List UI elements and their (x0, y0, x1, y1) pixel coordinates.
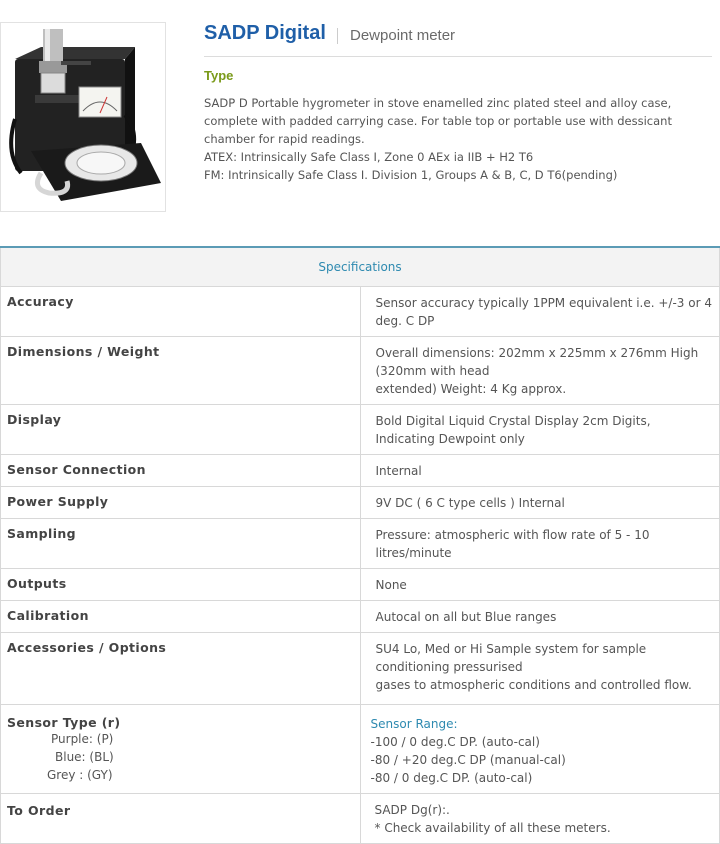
spec-label: Accuracy (1, 287, 361, 337)
sensor-range-blue: -80 / +20 deg.C DP (manual-cal) (370, 753, 566, 767)
spec-label: Accessories / Options (1, 633, 361, 705)
table-row (1, 487, 720, 519)
spec-label: Sensor Connection (1, 455, 361, 487)
table-row (1, 337, 720, 405)
spec-value-line: Overall dimensions: 202mm x 225mm x 276mm High (320mm with head (375, 346, 699, 378)
table-row (1, 455, 720, 487)
sensor-color-purple: Purple: (P) (51, 732, 114, 746)
table-row (1, 794, 720, 844)
spec-value-line: Autocal on all but Blue ranges (375, 610, 557, 624)
sensor-color-blue: Blue: (BL) (55, 750, 114, 764)
table-row (1, 519, 720, 569)
spec-value (360, 455, 720, 487)
sensor-range-purple: -100 / 0 deg.C DP. (auto-cal) (370, 735, 540, 749)
sensor-range-cell (360, 705, 720, 794)
spec-value-line: Sensor accuracy typically 1PPM equivalent i.e. +/-3 or 4 deg. C DP (375, 296, 712, 328)
sensor-range-grey: -80 / 0 deg.C DP. (auto-cal) (370, 771, 533, 785)
spec-value (360, 601, 720, 633)
sensor-type-label-cell (1, 705, 361, 794)
atex-line: ATEX: Intrinsically Safe Class I, Zone 0 AEx ia IIB + H2 T6 (204, 150, 534, 164)
spec-value-line: Pressure: atmospheric with flow rate of 5 - 10 litres/minute (375, 528, 650, 560)
spec-value (360, 569, 720, 601)
spec-label: Calibration (1, 601, 361, 633)
spec-label: Outputs (1, 569, 361, 601)
table-row (1, 405, 720, 455)
product-photo (0, 22, 166, 212)
specifications-table (0, 246, 720, 844)
order-note: * Check availability of all these meters. (374, 821, 611, 835)
spec-label: Sampling (1, 519, 361, 569)
spec-value (360, 287, 720, 337)
sensor-color-grey: Grey : (GY) (47, 768, 113, 782)
product-subtitle: Dewpoint meter (350, 27, 456, 44)
type-heading: Type (204, 68, 234, 83)
spec-value (360, 519, 720, 569)
spec-value (360, 405, 720, 455)
to-order-cell (360, 794, 720, 844)
fm-line: FM: Intrinsically Safe Class I. Division 1, Groups A & B, C, D T6(pending) (204, 168, 618, 182)
table-row (1, 287, 720, 337)
spec-label: Power Supply (1, 487, 361, 519)
product-description (204, 94, 704, 184)
sensor-type-sublabels (7, 730, 354, 784)
description-paragraph: SADP D Portable hygrometer in stove enamelled zinc plated steel and alloy case, complete with padded carrying case. For table top or portable use with dessicant chamber for rapid readings. (204, 96, 672, 146)
order-code: SADP Dg(r):. (374, 803, 450, 817)
spec-value-line: gases to atmospheric conditions and controlled flow. (375, 678, 692, 692)
product-title: SADP Digital (204, 22, 326, 44)
table-row (1, 601, 720, 633)
table-row (1, 569, 720, 601)
spec-value (360, 633, 720, 705)
spec-value (360, 337, 720, 405)
sensor-range-title: Sensor Range: (370, 717, 458, 731)
spec-label: Display (1, 405, 361, 455)
spec-value-line: None (375, 578, 407, 592)
specifications-header: Specifications (1, 247, 720, 287)
spec-value-line: Internal (375, 464, 422, 478)
spec-value-line: extended) Weight: 4 Kg approx. (375, 382, 567, 396)
title-divider (337, 28, 338, 44)
spec-value (360, 487, 720, 519)
spec-label: Dimensions / Weight (1, 337, 361, 405)
spec-value-line: Bold Digital Liquid Crystal Display 2cm Digits, Indicating Dewpoint only (375, 414, 651, 446)
spec-label: To Order (1, 794, 361, 844)
spec-value-line: 9V DC ( 6 C type cells ) Internal (375, 496, 565, 510)
spec-value-line: SU4 Lo, Med or Hi Sample system for sample conditioning pressurised (375, 642, 647, 674)
table-row (1, 705, 720, 794)
spec-label: Sensor Type (r) (7, 715, 121, 730)
table-row (1, 633, 720, 705)
product-header (204, 22, 712, 57)
